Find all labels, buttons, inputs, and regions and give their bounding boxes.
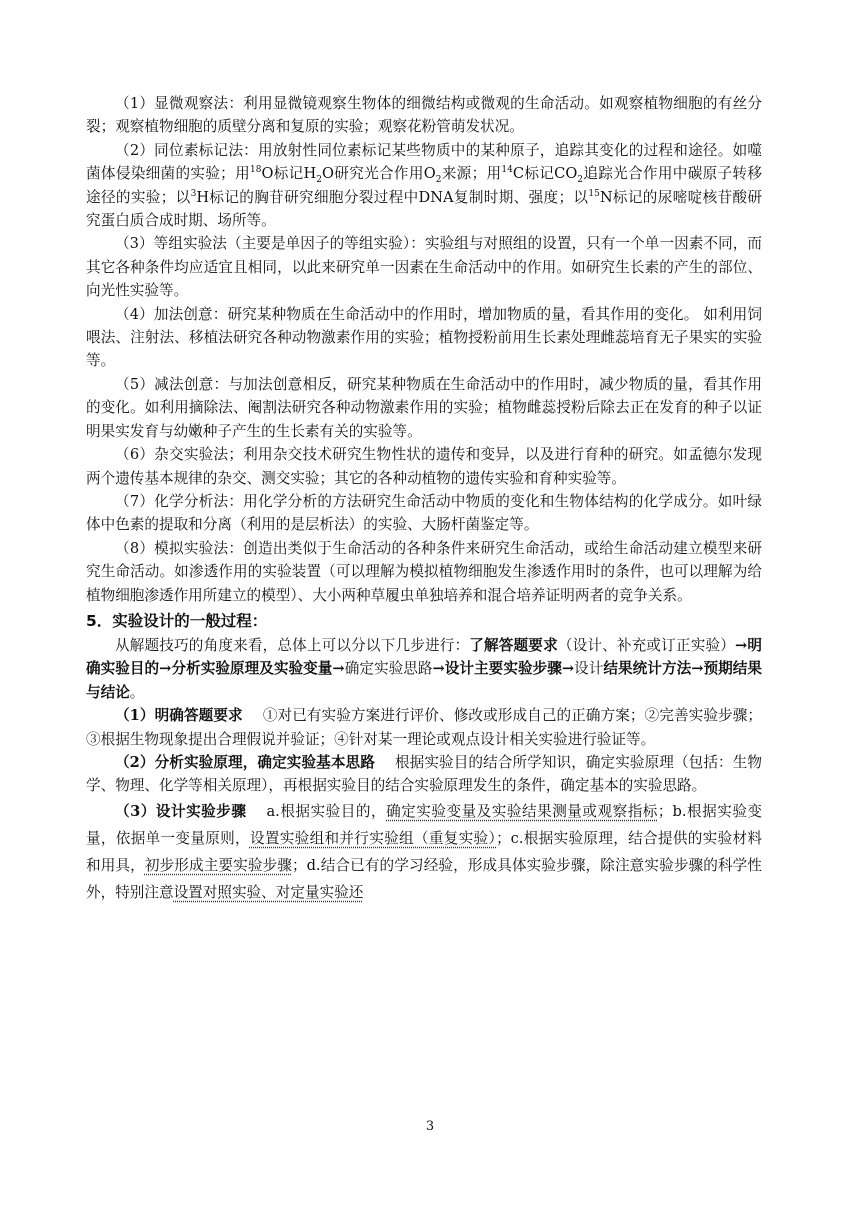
section-heading-5: 5．实验设计的一般过程：: [86, 611, 268, 630]
paragraph-addition: （4）加法创意：研究某种物质在生命活动中的作用时，增加物质的量，看其作用的变化。 如利用饲喂法、注射法、移植法研究各种动物激素作用的实验；植物授粉前用生长素处理雌蕊培育无子果实的实验等。: [86, 305, 762, 370]
paragraph-step-3: （3）设计实验步骤 a.根据实验目的，确定实验变量及实验结果测量或观察指标；b.根据实验变量，依据单一变量原则，设置实验组和并行实验组（重复实验）；c.根据实验原理，结合提供的实验材料和用具，初步形成主要实验步骤；d.结合已有的学习经验，形成具体实验步骤，除注意实验步骤的科学性外，特别注意设置对照实验、对定量实验还: [86, 802, 763, 901]
page-number: 3: [425, 1119, 435, 1134]
paragraph-chemical-analysis: （7）化学分析法：用化学分析的方法研究生命活动中物质的变化和生物体结构的化学成分。如叶绿体中色素的提取和分离（利用的是层析法）的实验、大肠杆菌鉴定等。: [86, 492, 762, 534]
paragraph-step-1: （1）明确答题要求 ①对已有实验方案进行评价、修改或形成自己的正确方案；②完善实验步骤；③根据生物现象提出合理假说并验证；④针对某一理论或观点设计相关实验进行验证等。: [86, 707, 763, 748]
paragraph-microscopy: （1）显微观察法：利用显微镜观察生物体的细微结构或微观的生命活动。如观察植物细胞的有丝分裂；观察植物细胞的质壁分离和复原的实验；观察花粉管萌发状况。: [86, 95, 762, 136]
paragraph-simulation: （8）模拟实验法：创造出类似于生命活动的各种条件来研究生命活动，或给生命活动建立模型来研究生命活动。如渗透作用的实验装置（可以理解为模拟植物细胞发生渗透作用时的条件，也可以理解为给植物细胞渗透作用所建立的模型）、大小两种草履虫单独培养和混合培养证明两者的竞争关系。: [86, 539, 762, 604]
paragraph-general-process: 从解题技巧的角度来看，总体上可以分以下几步进行：了解答题要求（设计、补充或订正实验）→明确实验目的→分析实验原理及实验变量→确定实验思路→设计主要实验步骤→设计结果统计方法→预期结果与结论。: [86, 636, 762, 701]
paragraph-equal-group: （3）等组实验法（主要是单因子的等组实验）：实验组与对照组的设置，只有一个单一因素不同，而其它各种条件均应适宜且相同，以此来研究单一因素在生命活动中的作用。如研究生长素的产生的部位、向光性实验等。: [86, 235, 762, 300]
paragraph-isotope-labeling: （2）同位素标记法：用放射性同位素标记某些物质中的某种原子，追踪其变化的过程和途径。如噬菌体侵染细菌的实验；用$^{18}$O标记$H_2O$研究光合作用$O_2$来源；用$^{14}$C标记$CO_2$追踪光合作用中碳原子转移途径的实验；以$^3$H标记的胸苷研究细胞分裂过程中DNA复制时期、强度；以$^{15}$N标记的尿嘧啶核苷酸研究蛋白质合成时期、场所等。: [86, 141, 762, 230]
paragraph-hybridization: （6）杂交实验法；利用杂交技术研究生物性状的遗传和变异，以及进行育种的研究。如孟德尔发现两个遗传基本规律的杂交、测交实验；其它的各种动植物的遗传实验和育种实验等。: [86, 446, 762, 487]
paragraph-subtraction: （5）减法创意：与加法创意相反，研究某种物质在生命活动中的作用时，减少物质的量，看其作用的变化。如利用摘除法、阉割法研究各种动物激素作用的实验；植物雌蕊授粉后除去正在发育的种子以证明果实发育与幼嫩种子产生的生长素有关的实验等。: [86, 375, 762, 440]
document-body: [86, 92, 762, 906]
paragraph-step-2: （2）分析实验原理，确定实验基本思路 根据实验目的结合所学知识，确定实验原理（包括：生物学、物理、化学等相关原理），再根据实验目的结合实验原理发生的条件，确定基本的实验思路。: [86, 753, 762, 795]
